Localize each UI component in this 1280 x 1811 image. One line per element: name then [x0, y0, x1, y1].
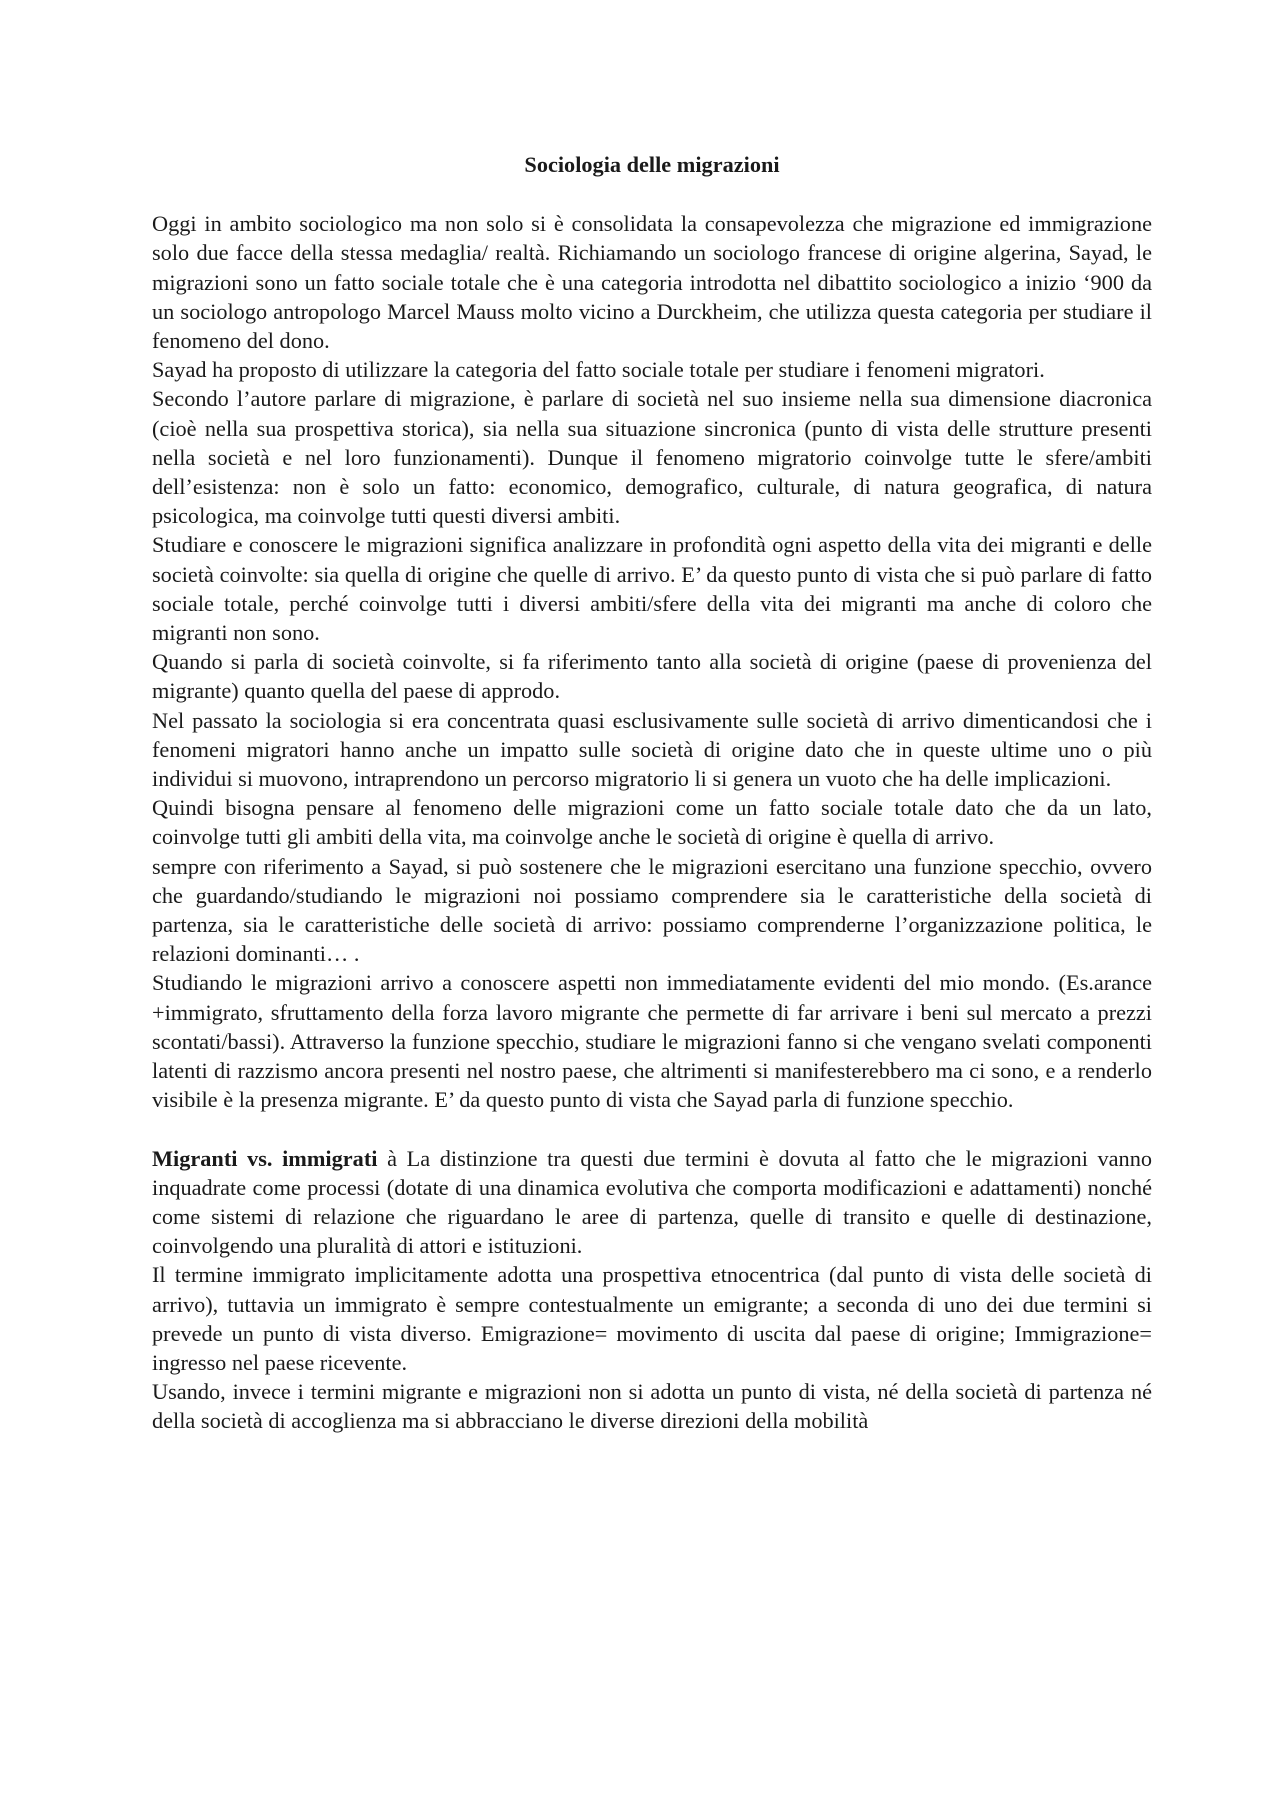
paragraph: Quando si parla di società coinvolte, si fa riferimento tanto alla società di origine (paese di provenienza del migrante) quanto quella del paese di approdo.: [152, 649, 1152, 704]
section-lead-paragraph: [152, 1144, 1152, 1261]
paragraph: Sayad ha proposto di utilizzare la categoria del fatto sociale totale per studiare i fenomeni migratori.: [152, 357, 1045, 383]
section-spacer: [152, 1115, 1152, 1144]
document-body: [152, 150, 1152, 1436]
paragraph: Studiando le migrazioni arrivo a conoscere aspetti non immediatamente evidenti del mio mondo. (Es.arance +immigrato, sfruttamento della forza lavoro migrante che permette di far arrivare i beni sul mercato a prezzi scontati/bassi). Attraverso la funzione specchio, studiare le migrazioni fanno si che vengano svelati componenti latenti di razzismo ancora presenti nel nostro paese, che altrimenti si manifesterebbero ma ci sono, e a renderlo visibile è la presenza migrante. E’ da questo punto di vista che Sayad parla di funzione specchio.: [152, 970, 1152, 1113]
paragraph: Oggi in ambito sociologico ma non solo si è consolidata la consapevolezza che migrazione ed immigrazione solo due facce della stessa medaglia/ realtà. Richiamando un sociologo francese di origine algerina, Sayad, le migrazioni sono un fatto sociale totale che è una categoria introdotta nel dibattito sociologico a inizio ‘900 da un sociologo antropologo Marcel Mauss molto vicino a Durckheim, che utilizza questa categoria per studiare il fenomeno del dono.: [152, 211, 1152, 354]
section-lead-text: à La distinzione tra questi due termini è dovuta al fatto che le migrazioni vanno inquadrate come processi (dotate di una dinamica evolutiva che comporta modificazioni e adattamenti) nonché come sistemi di relazione che riguardano le aree di partenza, quelle di transito e quelle di destinazione, coinvolgendo una pluralità di attori e istituzioni.: [152, 1145, 1152, 1259]
paragraph: Nel passato la sociologia si era concentrata quasi esclusivamente sulle società di arrivo dimenticandosi che i fenomeni migratori hanno anche un impatto sulle società di origine dato che in queste ultime uno o più individui si muovono, intraprendono un percorso migratorio li si genera un vuoto che ha delle implicazioni.: [152, 707, 1152, 792]
paragraph: Quindi bisogna pensare al fenomeno delle migrazioni come un fatto sociale totale dato che da un lato, coinvolge tutti gli ambiti della vita, ma coinvolge anche le società di origine è quella di arrivo.: [152, 795, 1152, 850]
paragraph: Secondo l’autore parlare di migrazione, è parlare di società nel suo insieme nella sua dimensione diacronica (cioè nella sua prospettiva storica), sia nella sua situazione sincronica (punto di vista delle strutture presenti nella società e nel loro funzionamenti). Dunque il fenomeno migratorio coinvolge tutte le sfere/ambiti dell’esistenza: non è solo un fatto: economico, demografico, culturale, di natura geografica, di natura psicologica, ma coinvolge tutti questi diversi ambiti.: [152, 386, 1152, 529]
paragraph: Usando, invece i termini migrante e migrazioni non si adotta un punto di vista, né della società di partenza né della società di accoglienza ma si abbracciano le diverse direzioni della mobilità: [152, 1379, 1152, 1434]
document-title: Sociologia delle migrazioni: [524, 152, 780, 177]
paragraph: Il termine immigrato implicitamente adotta una prospettiva etnocentrica (dal punto di vista delle società di arrivo), tuttavia un immigrato è sempre contestualmente un emigrante; a seconda di uno dei due termini si prevede un punto di vista diverso. Emigrazione= movimento di uscita dal paese di origine; Immigrazione= ingresso nel paese ricevente.: [152, 1262, 1152, 1375]
paragraph: Studiare e conoscere le migrazioni significa analizzare in profondità ogni aspetto della vita dei migranti e delle società coinvolte: sia quella di origine che quelle di arrivo. E’ da questo punto di vista che si può parlare di fatto sociale totale, perché coinvolge tutti i diversi ambiti/sfere della vita dei migranti ma anche di coloro che migranti non sono.: [152, 532, 1152, 646]
section-heading: Migranti vs. immigrati: [152, 1145, 378, 1171]
paragraph: sempre con riferimento a Sayad, si può sostenere che le migrazioni esercitano una funzione specchio, ovvero che guardando/studiando le migrazioni noi possiamo comprendere sia le caratteristiche della società di partenza, sia le caratteristiche delle società di arrivo: possiamo comprenderne l’organizzazione politica, le relazioni dominanti… .: [152, 853, 1152, 967]
